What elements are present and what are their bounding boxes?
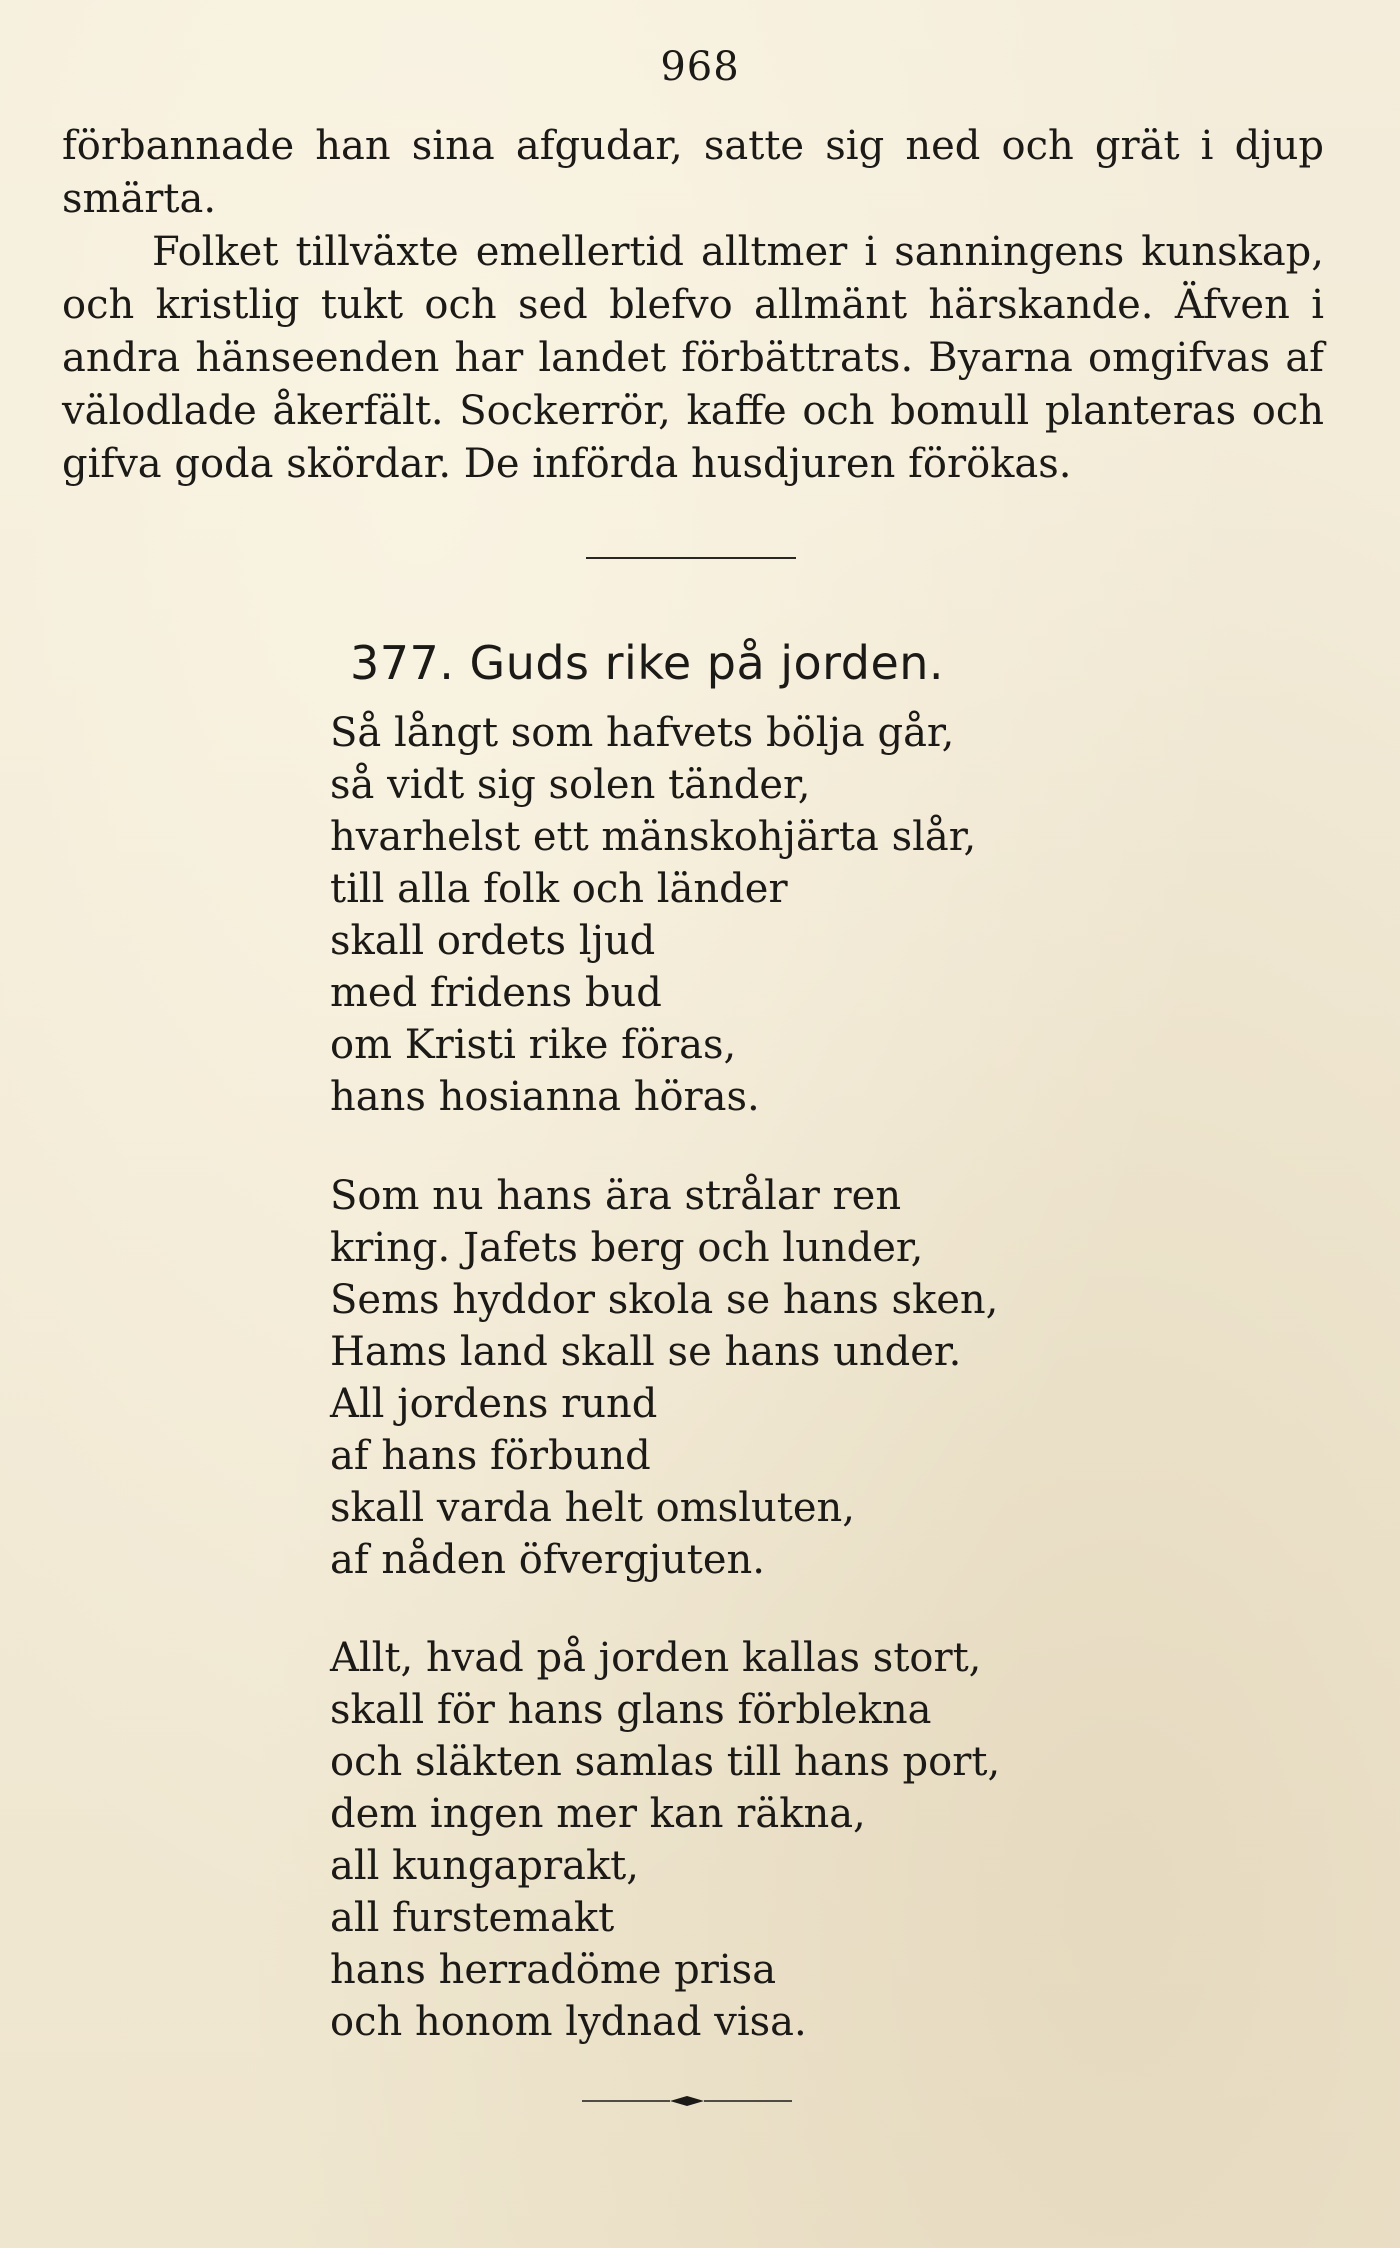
section-divider (586, 557, 796, 559)
stanza-line: af hans förbund (330, 1433, 651, 1479)
end-ornament-icon (582, 2093, 792, 2109)
stanza-line: af nåden öfvergjuten. (330, 1537, 765, 1583)
stanza-line: så vidt sig solen tänder, (330, 762, 811, 808)
stanza-line: Sems hyddor skola se hans sken, (330, 1277, 999, 1323)
stanza-line: Hams land skall se hans under. (330, 1329, 962, 1375)
stanza-line: skall varda helt omsluten, (330, 1485, 855, 1531)
stanza-line: och honom lydnad visa. (330, 1999, 807, 2045)
stanza-line: skall för hans glans förblekna (330, 1687, 932, 1733)
stanza-line: hvarhelst ett mänskohjärta slår, (330, 814, 977, 860)
stanza-line: Som nu hans ära strålar ren (330, 1173, 902, 1219)
prose-block (62, 120, 1324, 491)
stanza-line: all furstemakt (330, 1895, 615, 1941)
stanza-line: skall ordets ljud (330, 918, 656, 964)
stanza-line: med fridens bud (330, 970, 662, 1016)
stanza-line: Så långt som hafvets bölja går, (330, 710, 955, 756)
stanza-line: all kungaprakt, (330, 1843, 639, 1889)
stanza-3 (330, 1632, 1230, 2048)
stanza-line: till alla folk och länder (330, 866, 788, 912)
stanza-line: All jordens rund (330, 1381, 658, 1427)
stanza-line: Allt, hvad på jorden kallas stort, (330, 1635, 982, 1681)
stanza-line: om Kristi rike föras, (330, 1022, 737, 1068)
prose-paragraph-2: Folket tillväxte emellertid alltmer i sanningens kunskap, och kristlig tukt och sed blefvo allmänt härskande. Äfven i andra hänseenden har landet förbättrats. Byarna omgifvas af välodlade åkerfält. Sockerrör, kaffe och bomull planteras och gifva goda skördar. De införda husdjuren förökas. (62, 229, 1324, 487)
stanza-line: och släkten samlas till hans port, (330, 1739, 1001, 1785)
stanza-2 (330, 1170, 1230, 1586)
hymn-title: 377. Guds rike på jorden. (350, 636, 945, 690)
stanza-1 (330, 707, 1230, 1123)
stanza-line: dem ingen mer kan räkna, (330, 1791, 866, 1837)
stanza-line: hans hosianna höras. (330, 1074, 760, 1120)
prose-paragraph-1: förbannade han sina afgudar, satte sig ned och grät i djup smärta. (62, 123, 1324, 222)
stanza-line: hans herradöme prisa (330, 1947, 777, 1993)
stanza-line: kring. Jafets berg och lunder, (330, 1225, 924, 1271)
page-number: 968 (660, 44, 740, 90)
